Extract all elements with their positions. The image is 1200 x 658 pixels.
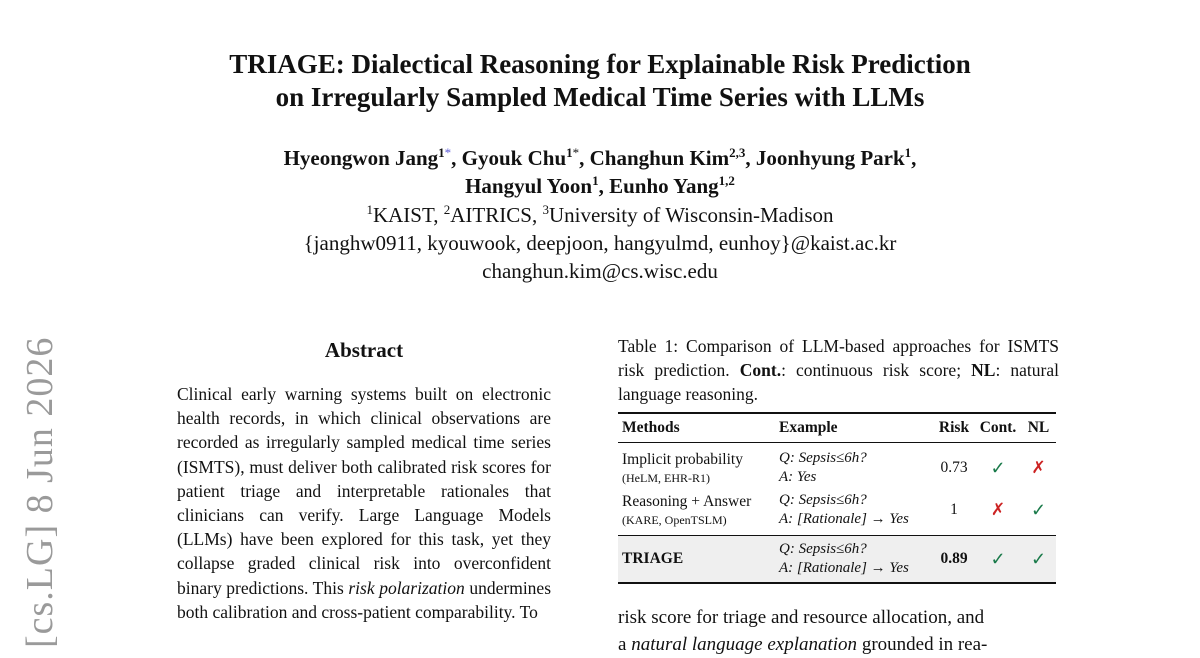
check-icon: ✓: [1030, 499, 1047, 520]
caption-term: NL: [971, 360, 996, 381]
cross-icon: ✗: [990, 500, 1006, 519]
table-row-highlighted: [618, 536, 1056, 584]
equal-contribution-marker: *: [572, 145, 580, 160]
example-cell: [775, 489, 933, 536]
author-name: Gyouk Chu: [461, 146, 567, 170]
author-name: Eunho Yang: [609, 174, 719, 198]
email-line-2: changhun.kim@cs.wisc.edu: [482, 259, 718, 283]
table-caption: [618, 334, 1059, 407]
paper-title: [0, 48, 1200, 114]
affil-sup: 3: [542, 202, 549, 217]
author-affil-sup: 1: [592, 173, 599, 188]
affiliations-line: $^1$KAIST, $^2$AITRICS, $^3$University of Wisconsin-Madison: [366, 202, 834, 227]
abstract-text: [177, 382, 551, 624]
author-affil-sup: 1: [566, 145, 573, 160]
caption-text: : continuous risk score;: [781, 360, 972, 381]
example-question: Q: Sepsis≤6h?: [779, 450, 867, 466]
method-cell: [618, 489, 775, 536]
abstract-emphasis: risk polarization: [348, 577, 465, 598]
column-header: Methods: [618, 413, 775, 443]
caption-text: : natural language reasoning.: [618, 360, 1060, 405]
abstract-text-part: Clinical early warning systems built on electronic health records, in which clinical observations are recorded as irregularly sampled medical time series (ISMTS), must deliver both calibrated risk scores for patient triage and interpretable rationales that clinicians can verify. Large Language Models (LLMs) have been explored for this task, yet they collapse graded clinical risk into overconfident binary predictions. This: [177, 384, 551, 598]
example-answer: A: [Rationale] → Yes: [779, 560, 909, 576]
author-name: Changhun Kim: [589, 146, 730, 170]
risk-cell: 0.89: [933, 536, 975, 584]
example-cell: [775, 443, 933, 490]
table-header-row: [618, 413, 1056, 443]
column-header: Cont.: [975, 413, 1021, 443]
risk-cell: 0.73: [940, 459, 968, 476]
affil-name: AITRICS: [450, 203, 532, 227]
method-name: Reasoning + Answer: [622, 492, 752, 510]
caption-term: Cont.: [739, 360, 782, 381]
affiliations-block: [0, 201, 1200, 285]
column-header: NL: [1021, 413, 1056, 443]
table-row: [618, 443, 1056, 490]
affil-sup: 2: [443, 202, 451, 217]
check-icon: ✓: [975, 536, 1021, 584]
column-header: Example: [775, 413, 933, 443]
author-line-1: Hyeongwon Jang$^{1*}$, Gyouk Chu$^{1*}$, Changhun Kim$^{2,3}$, Joonhyung Park$^1$,: [283, 145, 917, 170]
method-examples: (HeLM, EHR-R1): [622, 470, 710, 485]
author-line-2: Hangyul Yoon$^1$, Eunho Yang$^{1,2}$: [465, 173, 735, 198]
example-question: Q: Sepsis≤6h?: [779, 541, 867, 557]
affil-sup: 1: [366, 202, 373, 217]
caption-text: Table 1: Comparison of LLM-based approaches for ISMTS risk prediction.: [618, 336, 1059, 381]
method-examples: (KARE, OpenTSLM): [622, 512, 727, 527]
title-line-2: on Irregularly Sampled Medical Time Series with LLMs: [275, 82, 925, 112]
body-emphasis: natural language explanation: [631, 634, 858, 655]
author-name: Hyeongwon Jang: [283, 146, 439, 170]
method-cell: TRIAGE: [618, 536, 775, 584]
method-cell: [618, 443, 775, 490]
author-name: Hangyul Yoon: [465, 174, 593, 198]
check-icon: ✓: [990, 457, 1006, 478]
example-answer: A: Yes: [779, 469, 817, 485]
email-line-1: {janghw0911, kyouwook, deepjoon, hangyulmd, eunhoy}@kaist.ac.kr: [303, 231, 897, 255]
affil-name: University of Wisconsin-Madison: [548, 203, 834, 227]
method-name: Implicit probability: [622, 450, 743, 468]
example-answer: A: [Rationale] → Yes: [779, 511, 909, 527]
body-text-part: grounded in rea-: [857, 634, 988, 655]
right-body-text: [618, 604, 1059, 658]
author-affil-sup: 1: [438, 145, 445, 160]
title-line-1: TRIAGE: Dialectical Reasoning for Explainable Risk Prediction: [229, 49, 971, 79]
example-question: Q: Sepsis≤6h?: [779, 492, 867, 508]
body-line: risk score for triage and resource allocation, and: [618, 607, 985, 628]
affil-name: KAIST: [372, 203, 434, 227]
arxiv-side-stamp: [cs.LG] 8 Jun 2026: [19, 336, 61, 648]
abstract-heading: Abstract: [324, 338, 404, 362]
comparison-table: [618, 412, 1056, 584]
author-list: [0, 144, 1200, 200]
risk-cell: 1: [950, 501, 958, 518]
example-cell: [775, 536, 933, 584]
author-affil-sup: 1: [904, 145, 912, 160]
body-line: [618, 631, 1059, 658]
abstract-text-part: undermines both calibration and cross-patient comparability. To: [177, 577, 552, 622]
author-affil-sup: 2,3: [729, 145, 746, 160]
author-name: Joonhyung Park: [755, 146, 905, 170]
equal-contribution-marker[interactable]: *: [444, 145, 452, 160]
table-row: [618, 489, 1056, 536]
check-icon: ✓: [1021, 536, 1056, 584]
column-header: Risk: [933, 413, 975, 443]
author-affil-sup: 1,2: [718, 173, 735, 188]
body-text-part: a: [618, 634, 632, 655]
cross-icon: ✗: [1031, 458, 1046, 477]
